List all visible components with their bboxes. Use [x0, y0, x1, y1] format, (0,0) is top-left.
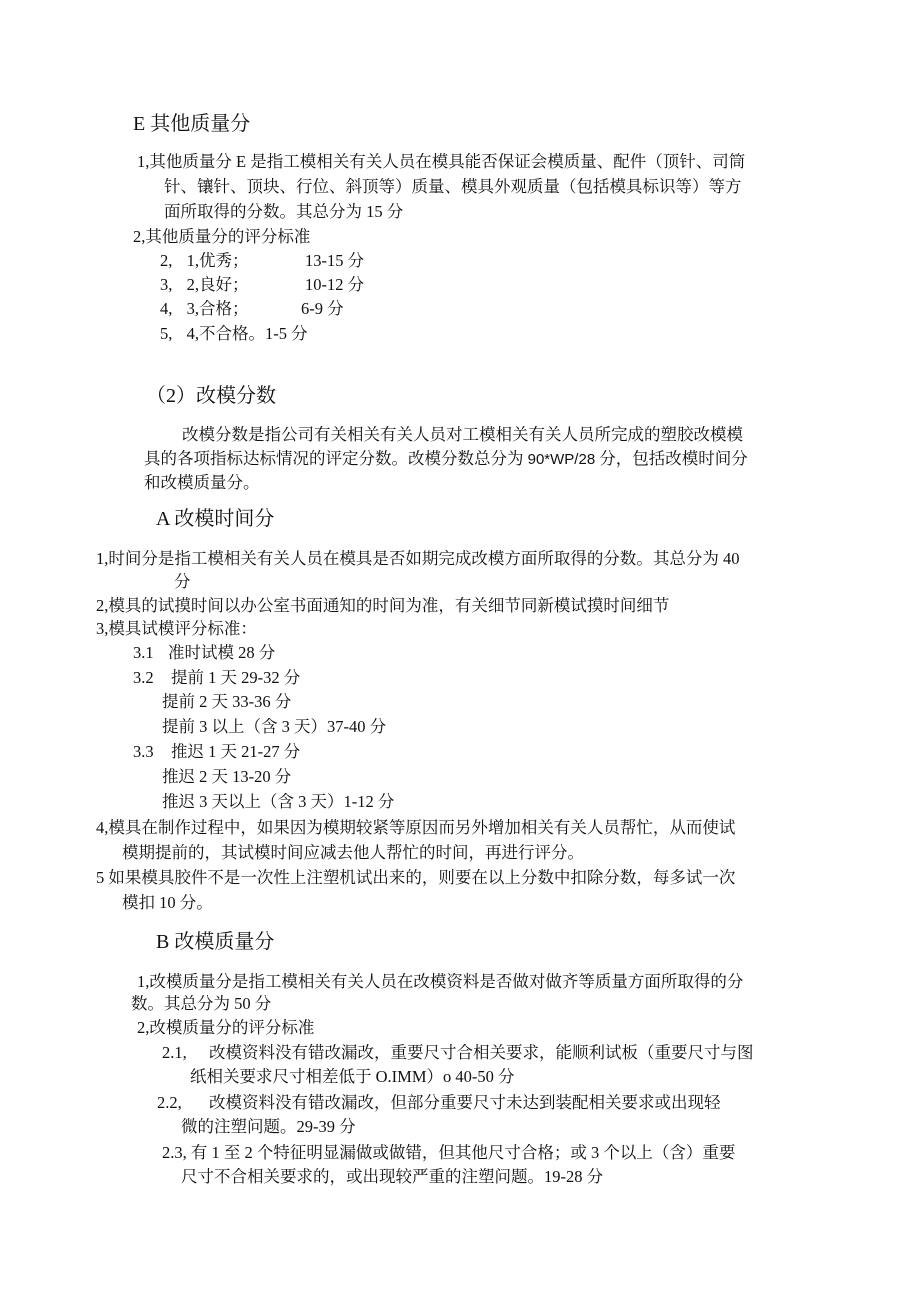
- grade-row-excellent: [160, 249, 249, 273]
- score-formula: 90*WP/28: [527, 451, 596, 468]
- criteria-text: 推迟 3 天以上（含 3 天）1-12 分: [162, 792, 395, 811]
- section-e-item1-line2: 针、镶针、顶块、行位、斜顶等）质量、模具外观质量（包括模具标识等）等方: [164, 177, 742, 196]
- section-a-item4-line2: 模期提前的，其试模时间应减去他人帮忙的时间，再进行评分。: [122, 843, 584, 862]
- grade-row-pass: [160, 297, 249, 321]
- grade-index: 5,: [160, 324, 173, 343]
- grade-row-good: [160, 273, 249, 297]
- section-a-item4-line1: 4,模具在制作过程中，如果因为模期较紧等原因而另外增加相关有关人员帮忙，从而使试: [96, 818, 736, 837]
- criteria-2-3-line2: 尺寸不合相关要求的，或出现较严重的注塑问题。19-28 分: [181, 1167, 604, 1186]
- criteria-num: 3.3: [133, 742, 154, 761]
- criteria-num: 2.2,: [157, 1093, 182, 1112]
- section-e-item1-line3: 面所取得的分数。其总分为 15 分: [164, 202, 404, 221]
- section-a-item1-line2: 分: [174, 572, 191, 591]
- criteria-num: 3.2: [133, 668, 154, 687]
- grade-index: 4,: [160, 299, 173, 318]
- section-e-heading: E 其他质量分: [133, 113, 251, 135]
- section-b-item2: 2,改模质量分的评分标准: [137, 1018, 315, 1037]
- criteria-2-2-line1: 改模资料没有错改漏改，但部分重要尺寸未达到装配相关要求或出现轻: [209, 1093, 721, 1112]
- grade-label: 3,合格；: [186, 299, 249, 318]
- criteria-text: 提前 2 天 33-36 分: [162, 692, 292, 711]
- criteria-num: 2.1,: [162, 1043, 187, 1062]
- section-a-item5-line1: 5 如果模具胶件不是一次性上注塑机试出来的，则要在以上分数中扣除分数，每多试一次: [96, 868, 736, 887]
- criteria-text: 推迟 1 天 21-27 分: [171, 742, 301, 761]
- criteria-text: 推迟 2 天 13-20 分: [162, 767, 292, 786]
- section-b-heading: B 改模质量分: [156, 931, 275, 953]
- criteria-2-3-line1: 2.3, 有 1 至 2 个特征明显漏做或做错，但其他尺寸合格；或 3 个以上（含）重要: [162, 1143, 736, 1162]
- section-a-item2: 2,模具的试摸时间以办公室书面通知的时间为准，有关细节同新模试摸时间细节: [96, 596, 670, 615]
- criteria-text: 提前 1 天 29-32 分: [171, 668, 301, 687]
- para-text: 分，包括改模时间分: [595, 449, 748, 468]
- section-e-item2: 2,其他质量分的评分标准: [133, 227, 311, 246]
- criteria-2-1-line1: 改模资料没有错改漏改，重要尺寸合相关要求，能顺利试板（重要尺寸与图: [209, 1043, 754, 1062]
- grade-score: 10-12 分: [305, 275, 365, 294]
- section-a-heading: A 改模时间分: [156, 508, 275, 530]
- criteria-text: 准时试模 28 分: [168, 643, 276, 662]
- section-a-item5-line2: 模扣 10 分。: [122, 893, 213, 912]
- grade-row-fail: [160, 322, 308, 346]
- criteria-num: 3.1: [133, 643, 154, 662]
- grade-label: 2,良好；: [186, 275, 249, 294]
- section-a-item1-line1: 1,时间分是指工模相关有关人员在模具是否如期完成改模方面所取得的分数。其总分为 40: [96, 549, 740, 568]
- grade-label: 1,优秀；: [186, 251, 249, 270]
- criteria-text: 提前 3 以上（含 3 天）37-40 分: [162, 717, 387, 736]
- section-a-item3: 3,模具试模评分标准：: [96, 619, 257, 638]
- grade-index: 3,: [160, 275, 173, 294]
- grade-score: 13-15 分: [305, 251, 365, 270]
- grade-score: 6-9 分: [301, 299, 344, 318]
- section-2-heading: （2）改模分数: [146, 385, 276, 407]
- grade-index: 2,: [160, 251, 173, 270]
- para-text: 具的各项指标达标情况的评定分数。改模分数总分为: [144, 449, 528, 468]
- criteria-2-2-line2: 微的注塑问题。29-39 分: [181, 1117, 356, 1136]
- section-b-item1-line1: 1,改模质量分是指工模相关有关人员在改模资料是否做对做齐等质量方面所取得的分: [137, 972, 744, 991]
- grade-label: 4,不合格。1-5 分: [186, 324, 308, 343]
- section-2-para-line3: 和改模质量分。: [144, 473, 260, 492]
- section-e-item1-line1: 1,其他质量分 E 是指工模相关有关人员在模具能否保证会模质量、配件（顶针、司筒: [137, 152, 746, 171]
- section-2-para-line1: 改模分数是指公司有关相关有关人员对工模相关有关人员所完成的塑胶改模模: [182, 425, 743, 444]
- section-b-item1-line2: 数。其总分为 50 分: [131, 994, 272, 1013]
- criteria-2-1-line2: 纸相关要求尺寸相差低于 O.IMM）o 40-50 分: [190, 1067, 515, 1086]
- section-2-para-line2: [144, 447, 748, 472]
